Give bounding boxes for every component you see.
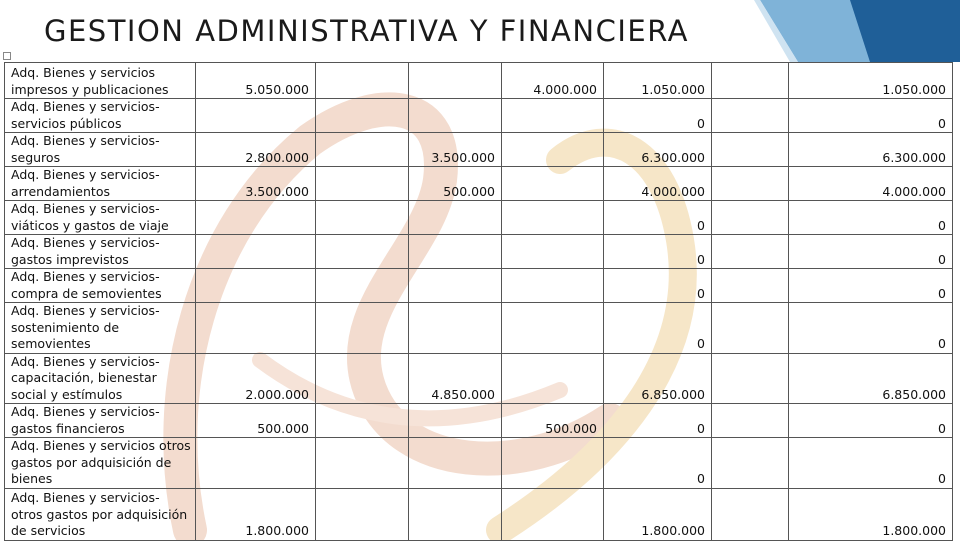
value-cell — [502, 438, 604, 489]
value-cell: 0 — [604, 438, 712, 489]
value-cell: 4.850.000 — [409, 353, 502, 404]
value-cell — [316, 488, 409, 540]
value-cell — [196, 99, 316, 133]
row-label: Adq. Bienes y servicios-servicios públicos — [5, 99, 196, 133]
value-cell: 4.000.000 — [789, 167, 953, 201]
value-cell — [712, 235, 789, 269]
value-cell — [409, 438, 502, 489]
value-cell: 0 — [604, 99, 712, 133]
row-label: Adq. Bienes y servicios-gastos financieros — [5, 404, 196, 438]
value-cell — [712, 133, 789, 167]
value-cell — [502, 201, 604, 235]
value-cell — [712, 404, 789, 438]
value-cell: 6.850.000 — [789, 353, 953, 404]
table-row — [5, 201, 953, 235]
value-cell: 0 — [789, 404, 953, 438]
value-cell — [316, 353, 409, 404]
value-cell — [196, 438, 316, 489]
value-cell: 0 — [789, 201, 953, 235]
value-cell: 1.800.000 — [196, 488, 316, 540]
table-row — [5, 404, 953, 438]
value-cell: 0 — [604, 404, 712, 438]
table-row — [5, 488, 953, 540]
value-cell — [712, 488, 789, 540]
table-row — [5, 235, 953, 269]
row-label: Adq. Bienes y servicios-arrendamientos — [5, 167, 196, 201]
value-cell — [316, 167, 409, 201]
value-cell: 0 — [789, 269, 953, 303]
value-cell — [502, 133, 604, 167]
row-label: Adq. Bienes y servicios otros gastos por adquisición de bienes — [5, 438, 196, 489]
value-cell — [712, 353, 789, 404]
value-cell — [712, 167, 789, 201]
value-cell: 0 — [789, 99, 953, 133]
value-cell — [409, 404, 502, 438]
value-cell — [712, 99, 789, 133]
value-cell — [502, 353, 604, 404]
value-cell — [316, 404, 409, 438]
value-cell — [712, 438, 789, 489]
row-label: Adq. Bienes y servicios-capacitación, bienestar social y estímulos — [5, 353, 196, 404]
page-title: GESTION ADMINISTRATIVA Y FINANCIERA — [44, 14, 690, 48]
row-label: Adq. Bienes y servicios-viáticos y gastos de viaje — [5, 201, 196, 235]
value-cell — [409, 99, 502, 133]
value-cell — [502, 99, 604, 133]
value-cell: 1.050.000 — [604, 63, 712, 99]
selection-handle — [3, 52, 11, 60]
row-label: Adq. Bienes y servicios-gastos imprevistos — [5, 235, 196, 269]
value-cell: 3.500.000 — [196, 167, 316, 201]
value-cell — [316, 99, 409, 133]
table-row — [5, 167, 953, 201]
value-cell: 500.000 — [196, 404, 316, 438]
value-cell — [316, 269, 409, 303]
value-cell — [409, 63, 502, 99]
corner-decoration — [720, 0, 960, 62]
value-cell: 0 — [604, 269, 712, 303]
value-cell — [196, 201, 316, 235]
value-cell — [712, 201, 789, 235]
value-cell — [316, 235, 409, 269]
value-cell — [712, 63, 789, 99]
row-label: Adq. Bienes y servicios-seguros — [5, 133, 196, 167]
value-cell — [316, 303, 409, 354]
table-row — [5, 353, 953, 404]
value-cell: 500.000 — [502, 404, 604, 438]
value-cell — [409, 488, 502, 540]
value-cell — [502, 269, 604, 303]
value-cell: 6.300.000 — [604, 133, 712, 167]
value-cell — [502, 167, 604, 201]
table-row — [5, 269, 953, 303]
table-row — [5, 133, 953, 167]
value-cell — [316, 133, 409, 167]
value-cell — [502, 235, 604, 269]
value-cell: 5.050.000 — [196, 63, 316, 99]
table-row — [5, 303, 953, 354]
table-row — [5, 438, 953, 489]
value-cell: 6.300.000 — [789, 133, 953, 167]
value-cell: 0 — [604, 235, 712, 269]
budget-table — [4, 62, 953, 541]
value-cell: 1.800.000 — [604, 488, 712, 540]
table-row — [5, 63, 953, 99]
table-row — [5, 99, 953, 133]
value-cell — [502, 488, 604, 540]
value-cell — [409, 269, 502, 303]
value-cell: 1.800.000 — [789, 488, 953, 540]
value-cell — [712, 269, 789, 303]
value-cell: 0 — [789, 303, 953, 354]
value-cell — [712, 303, 789, 354]
value-cell: 4.000.000 — [604, 167, 712, 201]
value-cell — [196, 303, 316, 354]
value-cell: 1.050.000 — [789, 63, 953, 99]
value-cell: 0 — [604, 303, 712, 354]
value-cell — [409, 201, 502, 235]
value-cell: 0 — [789, 235, 953, 269]
value-cell — [316, 438, 409, 489]
value-cell — [196, 269, 316, 303]
row-label: Adq. Bienes y servicios-otros gastos por adquisición de servicios — [5, 488, 196, 540]
value-cell: 4.000.000 — [502, 63, 604, 99]
value-cell: 3.500.000 — [409, 133, 502, 167]
value-cell: 0 — [604, 201, 712, 235]
value-cell — [409, 235, 502, 269]
value-cell — [502, 303, 604, 354]
value-cell — [316, 201, 409, 235]
value-cell: 6.850.000 — [604, 353, 712, 404]
value-cell — [316, 63, 409, 99]
value-cell: 500.000 — [409, 167, 502, 201]
value-cell: 2.800.000 — [196, 133, 316, 167]
value-cell — [409, 303, 502, 354]
value-cell — [196, 235, 316, 269]
value-cell: 0 — [789, 438, 953, 489]
row-label: Adq. Bienes y servicios-compra de semovientes — [5, 269, 196, 303]
value-cell: 2.000.000 — [196, 353, 316, 404]
row-label: Adq. Bienes y servicios-sostenimiento de semovientes — [5, 303, 196, 354]
row-label: Adq. Bienes y servicios impresos y publicaciones — [5, 63, 196, 99]
